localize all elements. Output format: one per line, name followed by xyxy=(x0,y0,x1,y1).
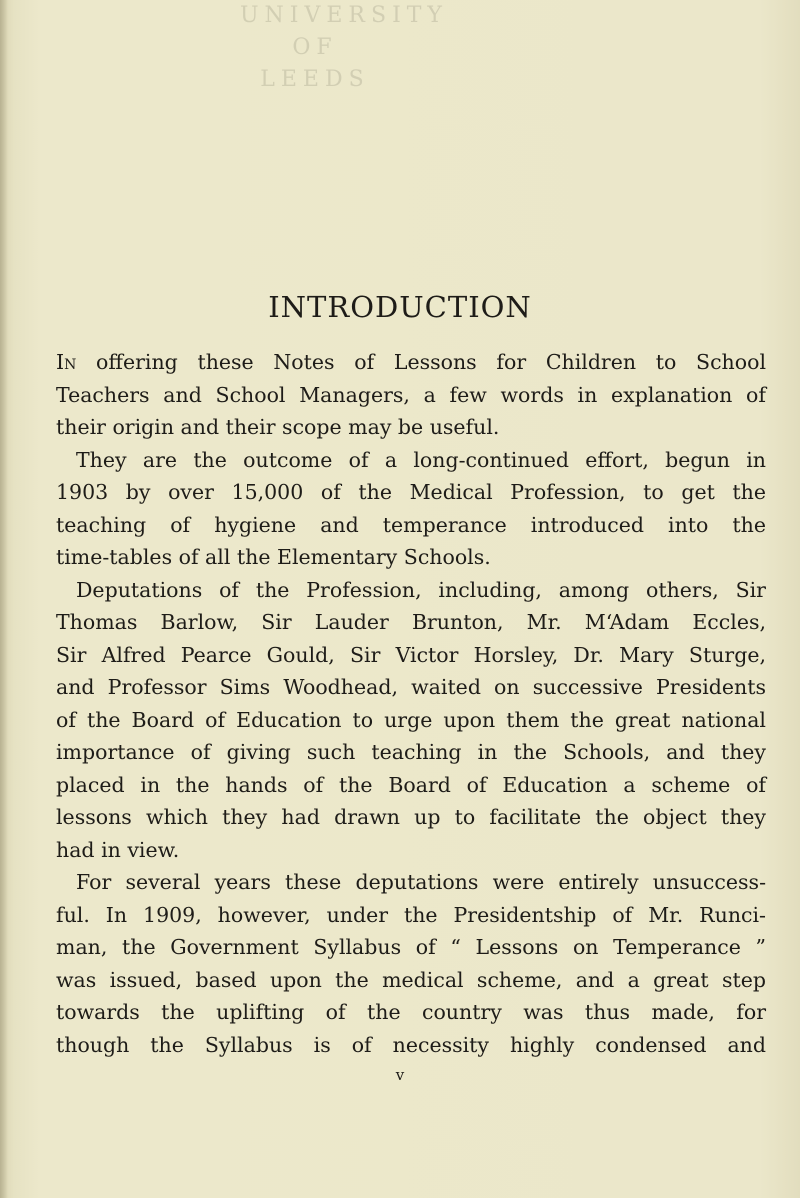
text-line: Deputations of the Profession, including, among others, Sir xyxy=(76,577,766,602)
text-line: importance of giving such teaching in the Schools, and they xyxy=(56,740,766,764)
page-number: v xyxy=(395,1066,405,1084)
text-line: and Professor Sims Woodhead, waited on successive Presidents xyxy=(56,675,766,699)
drop-word: In xyxy=(56,350,77,374)
text-line: had in view. xyxy=(56,837,180,862)
text-line: time-tables of all the Elementary Schools. xyxy=(56,545,491,569)
text-line: towards the uplifting of the country was thus made, for xyxy=(56,1000,766,1024)
text-line: They are the outcome of a long-continued effort, begun in xyxy=(76,447,766,472)
text-line: Sir Alfred Pearce Gould, Sir Victor Horsley, Dr. Mary Sturge, xyxy=(56,642,766,667)
text-line: 1903 by over 15,000 of the Medical Profession, to get the xyxy=(56,480,766,504)
text-line: For several years these deputations were entirely unsuccess- xyxy=(76,870,766,894)
text-line: teaching of hygiene and temperance introduced into the xyxy=(56,512,766,537)
text-line: their origin and their scope may be useful. xyxy=(56,415,500,439)
chapter-heading: INTRODUCTION xyxy=(268,290,532,324)
bleed-line-2: OF LEEDS xyxy=(260,35,370,92)
body-text xyxy=(56,346,766,1061)
text-line: Teachers and School Managers, a few words in explanation of xyxy=(56,382,766,407)
text-line: of the Board of Education to urge upon them the great national xyxy=(56,707,766,732)
text-line: though the Syllabus is of necessity highly condensed and xyxy=(56,1032,766,1057)
text-line: Thomas Barlow, Sir Lauder Brunton, Mr. M‘Adam Eccles, xyxy=(56,610,766,634)
bleed-line-1: UNIVERSITY xyxy=(240,3,448,28)
spine-shadow xyxy=(0,0,8,1198)
text-line: was issued, based upon the medical scheme, and a great step xyxy=(56,967,766,992)
text-line: man, the Government Syllabus of “ Lessons on Temperance ” xyxy=(56,935,766,959)
text-line: ful. In 1909, however, under the Presidentship of Mr. Runci- xyxy=(56,902,766,927)
text-line xyxy=(56,346,766,379)
text-line: lessons which they had drawn up to facilitate the object they xyxy=(56,805,766,829)
line-rest: offering these Notes of Lessons for Children to School xyxy=(76,350,766,374)
library-stamp-bleed-through xyxy=(240,0,448,92)
text-line: placed in the hands of the Board of Education a scheme of xyxy=(56,772,766,797)
